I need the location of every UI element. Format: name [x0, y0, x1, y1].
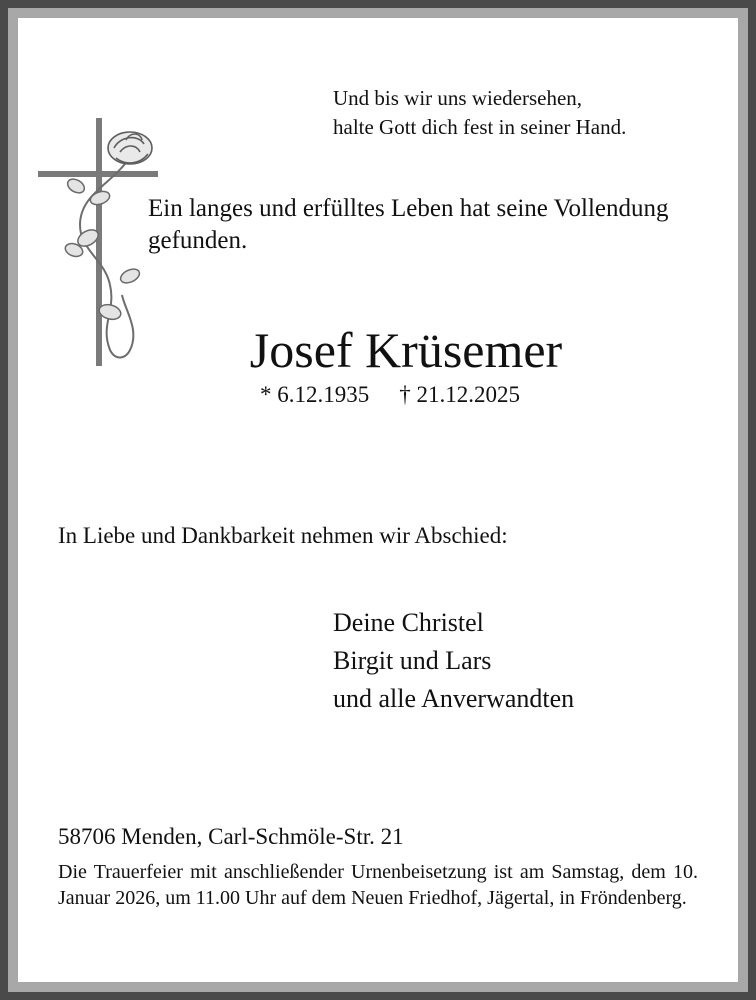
verse-line: Und bis wir uns wiedersehen,: [333, 86, 583, 110]
deceased-name: Josef Krüsemer: [249, 322, 563, 378]
farewell-line: In Liebe und Dankbarkeit nehmen wir Abschied:: [58, 523, 508, 548]
address: 58706 Menden, Carl-Schmöle-Str. 21: [58, 824, 404, 849]
birth-date: * 6.12.1935: [260, 382, 370, 407]
mourner: Birgit und Lars: [333, 646, 492, 675]
lead-sentence: [148, 193, 668, 257]
death-date: † 21.12.2025: [399, 382, 520, 407]
mourners-list: [333, 604, 574, 718]
lead-line: Ein langes und erfülltes Leben hat seine Vollendung: [148, 195, 669, 222]
verse-line: halte Gott dich fest in seiner Hand.: [333, 115, 627, 139]
ceremony-info: Die Trauerfeier mit anschließender Urnenbeisetzung ist am Samstag, dem 10. Januar 2026, um 11.00 Uhr auf dem Neuen Friedhof, Jägertal, in Fröndenberg.: [58, 861, 698, 909]
verse: [333, 84, 626, 142]
life-dates: [260, 380, 520, 410]
lead-line: gefunden.: [148, 227, 248, 254]
mourner: Deine Christel: [333, 608, 484, 637]
mourner: und alle Anverwandten: [333, 684, 575, 713]
